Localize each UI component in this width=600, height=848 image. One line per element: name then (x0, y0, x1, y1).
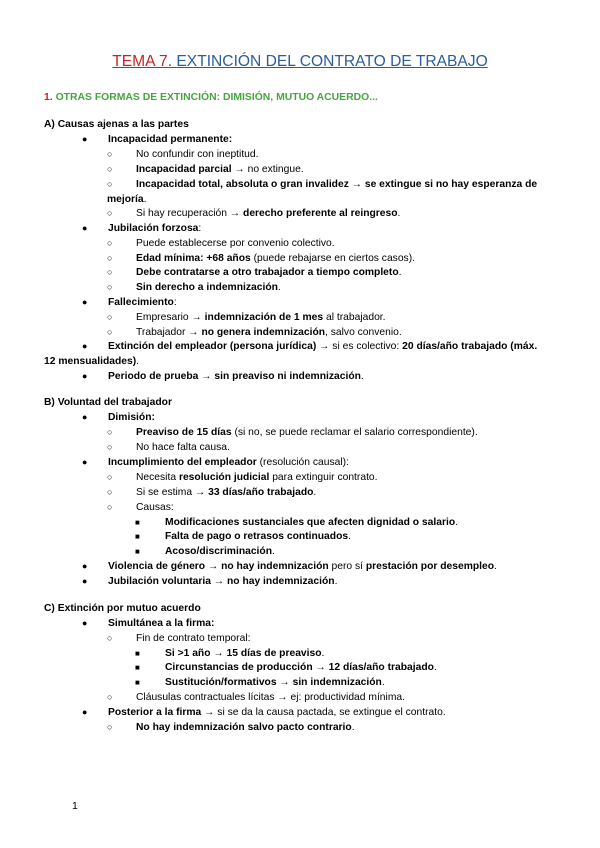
circle-bullet-icon: ○ (107, 487, 113, 497)
item-text: No confundir con ineptitud. (136, 149, 259, 160)
circle-bullet-icon: ○ (107, 442, 113, 452)
item-dimision: Dimisión: (108, 412, 155, 423)
item-text: Puede establecerse por convenio colectivo. (136, 238, 335, 249)
item-text: Incapacidad parcial → no extingue. (136, 164, 304, 175)
item-periodo-prueba: Periodo de prueba → sin preaviso ni indemnización. (108, 371, 364, 382)
subsection-a-heading: A) Causas ajenas a las partes (44, 119, 189, 130)
circle-bullet-icon: ○ (107, 253, 113, 263)
title-number: TEMA 7. (112, 53, 173, 70)
item-jubilacion-voluntaria: Jubilación voluntaria → no hay indemnización. (108, 576, 338, 587)
item-simultanea: Simultánea a la firma: (108, 618, 215, 629)
square-bullet-icon: ■ (135, 532, 140, 541)
item-text: Cláusulas contractuales lícitas → ej: productividad mínima. (136, 692, 405, 703)
item-text: Acoso/discriminación. (165, 546, 275, 557)
circle-bullet-icon: ○ (107, 692, 113, 702)
item-incumplimiento: Incumplimiento del empleador (resolución causal): (108, 457, 349, 468)
subsection-c-heading: C) Extinción por mutuo acuerdo (44, 603, 201, 614)
title-text: EXTINCIÓN DEL CONTRATO DE TRABAJO (176, 53, 488, 70)
item-text: Preaviso de 15 días (si no, se puede reclamar el salario correspondiente). (136, 427, 478, 438)
item-extincion-empleador: Extinción del empleador (persona jurídica) → si es colectivo: 20 días/año trabajado (máx. (108, 341, 538, 352)
square-bullet-icon: ■ (135, 649, 140, 658)
item-text: Si hay recuperación → derecho preferente al reingreso. (136, 208, 401, 219)
bullet-icon: ● (82, 223, 88, 233)
item-text: Causas: (136, 502, 174, 513)
bullet-icon: ● (82, 561, 88, 571)
section-number: 1. (44, 92, 53, 103)
circle-bullet-icon: ○ (107, 472, 113, 482)
square-bullet-icon: ■ (135, 518, 140, 527)
item-violencia: Violencia de género → no hay indemnización pero sí prestación por desempleo. (108, 561, 497, 572)
item-text: No hay indemnización salvo pacto contrario. (136, 722, 355, 733)
item-text: Modificaciones sustanciales que afecten dignidad o salario. (165, 517, 458, 528)
bullet-icon: ● (82, 341, 88, 351)
item-text: Sin derecho a indemnización. (136, 282, 281, 293)
circle-bullet-icon: ○ (107, 238, 113, 248)
item-incapacidad: Incapacidad permanente: (108, 134, 233, 145)
item-text: Si se estima → 33 días/año trabajado. (136, 487, 317, 498)
bullet-icon: ● (82, 134, 88, 144)
bullet-icon: ● (82, 707, 88, 717)
circle-bullet-icon: ○ (107, 179, 113, 189)
subsection-b-heading: B) Voluntad del trabajador (44, 397, 172, 408)
page-number: 1 (72, 800, 78, 812)
item-text: Falta de pago o retrasos continuados. (165, 531, 351, 542)
page-title (0, 53, 600, 71)
item-text: Edad mínima: +68 años (puede rebajarse en ciertos casos). (136, 253, 415, 264)
circle-bullet-icon: ○ (107, 164, 113, 174)
item-text: Empresario → indemnización de 1 mes al trabajador. (136, 312, 386, 323)
item-text: Fin de contrato temporal: (136, 633, 251, 644)
square-bullet-icon: ■ (135, 663, 140, 672)
square-bullet-icon: ■ (135, 678, 140, 687)
section-title: OTRAS FORMAS DE EXTINCIÓN: DIMISIÓN, MUTUO ACUERDO... (55, 92, 378, 103)
item-text: Incapacidad total, absoluta o gran invalidez → se extingue si no hay esperanza de (136, 179, 538, 190)
bullet-icon: ● (82, 618, 88, 628)
bullet-icon: ● (82, 412, 88, 422)
item-text: Debe contratarse a otro trabajador a tiempo completo. (136, 267, 402, 278)
item-text: No hace falta causa. (136, 442, 230, 453)
item-fallecimiento: Fallecimiento: (108, 297, 177, 308)
circle-bullet-icon: ○ (107, 633, 113, 643)
bullet-icon: ● (82, 576, 88, 586)
item-text: Sustitución/formativos → sin indemnización. (165, 677, 385, 688)
circle-bullet-icon: ○ (107, 502, 113, 512)
circle-bullet-icon: ○ (107, 312, 113, 322)
section-heading (44, 92, 378, 103)
item-text: Trabajador → no genera indemnización, salvo convenio. (136, 327, 402, 338)
circle-bullet-icon: ○ (107, 722, 113, 732)
item-jubilacion: Jubilación forzosa: (108, 223, 202, 234)
circle-bullet-icon: ○ (107, 427, 113, 437)
circle-bullet-icon: ○ (107, 149, 113, 159)
item-text: Necesita resolución judicial para extinguir contrato. (136, 472, 378, 483)
item-text: mejoría. (107, 194, 147, 205)
circle-bullet-icon: ○ (107, 327, 113, 337)
circle-bullet-icon: ○ (107, 282, 113, 292)
square-bullet-icon: ■ (135, 547, 140, 556)
item-text: Circunstancias de producción → 12 días/año trabajado. (165, 662, 437, 673)
item-posterior: Posterior a la firma → si se da la causa pactada, se extingue el contrato. (108, 707, 446, 718)
circle-bullet-icon: ○ (107, 208, 113, 218)
item-text: 12 mensualidades). (44, 356, 140, 367)
item-text: Si >1 año → 15 días de preaviso. (165, 648, 325, 659)
circle-bullet-icon: ○ (107, 267, 113, 277)
bullet-icon: ● (82, 457, 88, 467)
bullet-icon: ● (82, 297, 88, 307)
bullet-icon: ● (82, 371, 88, 381)
